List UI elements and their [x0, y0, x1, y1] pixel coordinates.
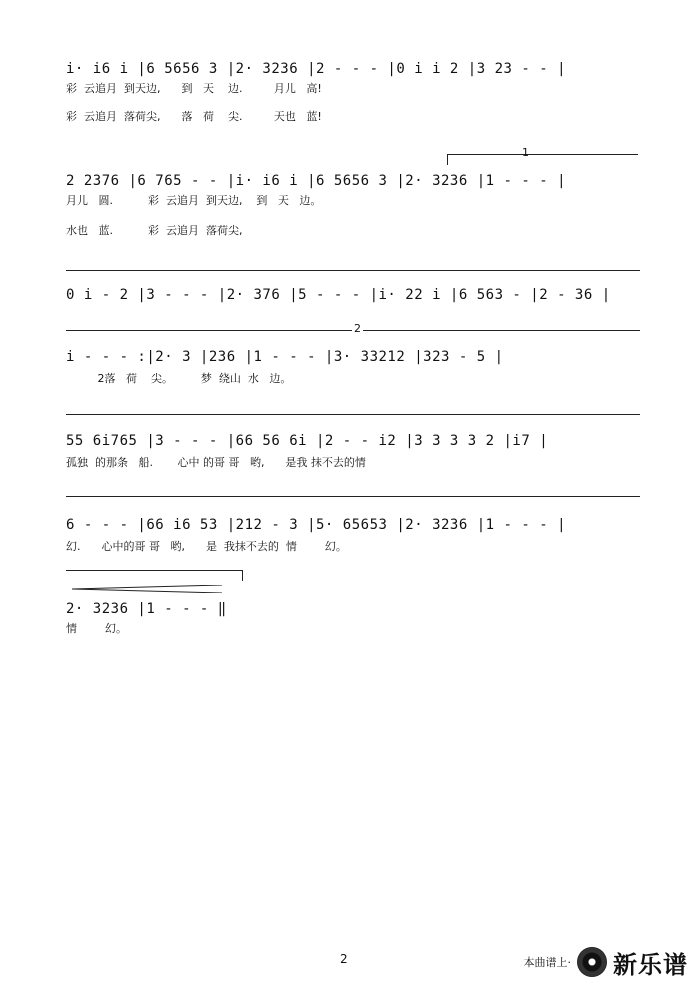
decrescendo-mark [72, 585, 222, 593]
lyric-line-1: 月儿 圆. 彩 云追月 到天边, 到 天 边。 [66, 194, 322, 207]
notation-line: i - - - :|2· 3 |236 |1 - - - |3· 33212 |323 - 5 | [66, 349, 504, 365]
system-divider [66, 270, 640, 271]
lyric-line-1: 孤独 的那条 船. 心中 的哥 哥 哟, 是我 抹不去的情 [66, 456, 366, 469]
notation-line: 2 2376 |6 765 - - |i· i6 i |6 5656 3 |2· 3236 |1 - - - | [66, 173, 567, 189]
lyric-line-1: 幻. 心中的哥 哥 哟, 是 我抹不去的 情 幻。 [66, 540, 347, 553]
notation-line: 6 - - - |66 i6 53 |212 - 3 |5· 65653 |2· 3236 |1 - - - | [66, 517, 567, 533]
final-bracket [66, 570, 243, 581]
source-text: 本曲谱上· [523, 956, 571, 969]
notation-line: 55 6i765 |3 - - - |66 56 6i |2 - - i2 |3 3 3 3 2 |i7 | [66, 433, 549, 449]
lyric-line-1: 情 幻。 [66, 622, 127, 635]
system-divider [66, 414, 640, 415]
notation-line: i· i6 i |6 5656 3 |2· 3236 |2 - - - |0 i i 2 |3 23 - - | [66, 61, 567, 77]
lyric-line-2: 彩 云追月 落荷尖, 落 荷 尖. 天也 蓝! [66, 110, 322, 123]
site-logo: 新乐谱 [613, 950, 688, 979]
volta-1-number: 1 [522, 146, 529, 159]
volta-1-bracket [447, 154, 638, 165]
page-number: 2 [340, 952, 348, 966]
notation-line: 2· 3236 |1 - - - ‖ [66, 601, 227, 617]
system-divider [66, 496, 640, 497]
lyric-line-1: 2落 荷 尖。 梦 绕山 水 边。 [66, 372, 292, 385]
lyric-line-2: 水也 蓝. 彩 云追月 落荷尖, [66, 224, 243, 237]
volta-2-number: 2 [354, 322, 361, 335]
lyric-line-1: 彩 云追月 到天边, 到 天 边. 月儿 高! [66, 82, 322, 95]
footer-branding [524, 944, 689, 980]
record-disc-icon [577, 947, 607, 977]
notation-line: 0 i - 2 |3 - - - |2· 376 |5 - - - |i· 22 i |6 563 - |2 - 36 | [66, 287, 611, 303]
